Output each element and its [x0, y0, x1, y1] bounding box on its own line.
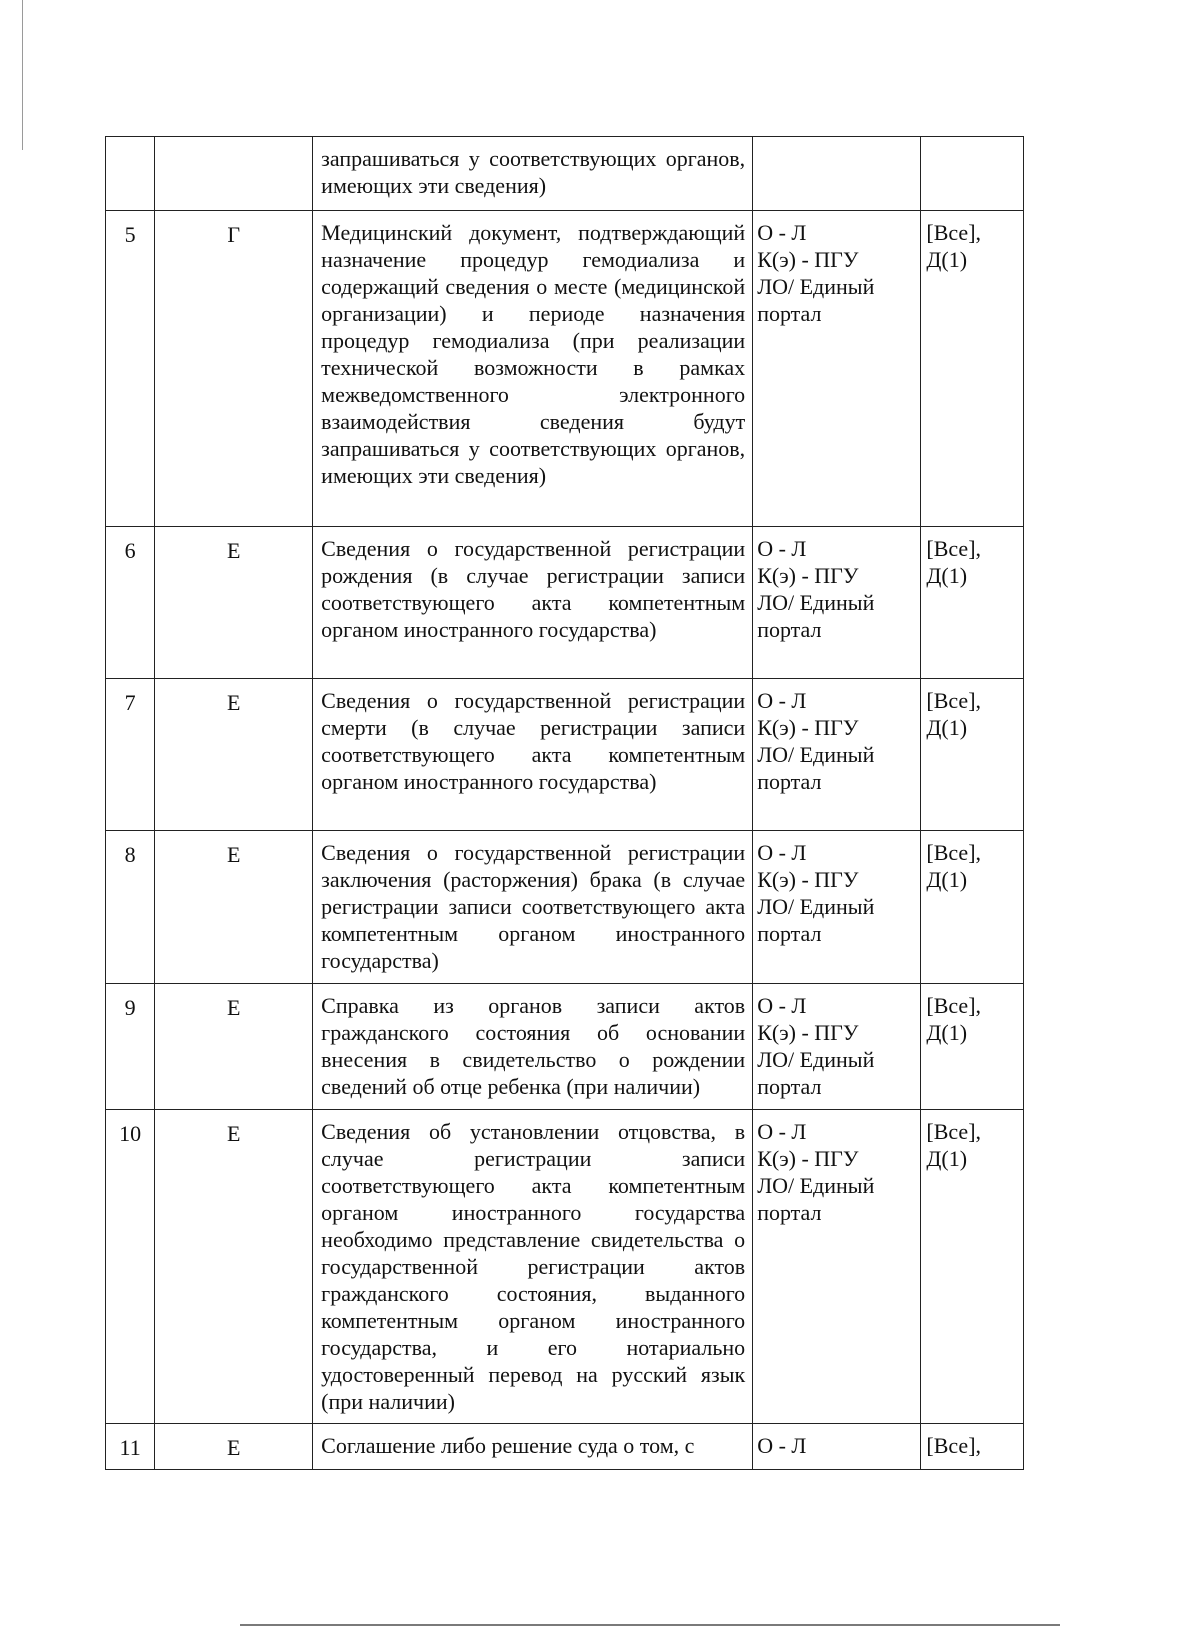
- scan-page-edge: [240, 1624, 1060, 1626]
- row-description: Справка из органов записи актов гражданского состояния об основании внесения в свидетельство о рождении сведений об отце ребенка (при наличии): [313, 984, 753, 1110]
- table-row: [106, 527, 1024, 679]
- row-number: 8: [106, 831, 155, 984]
- row-number: 6: [106, 527, 155, 679]
- row-source: О - Л К(э) - ПГУ ЛО/ Единый портал: [753, 679, 921, 831]
- row-description: Соглашение либо решение суда о том, с: [313, 1424, 753, 1470]
- row-requirement: [Все], Д(1): [921, 679, 1024, 831]
- row-description: запрашиваться у соответствующих органов, имеющих эти сведения): [313, 137, 753, 211]
- row-number: 11: [106, 1424, 155, 1470]
- row-source: О - Л К(э) - ПГУ ЛО/ Единый портал: [753, 984, 921, 1110]
- row-category: [155, 137, 313, 211]
- row-description: Медицинский документ, подтверждающий назначение процедур гемодиализа и содержащий сведения о месте (медицинской организации) и периоде назначения процедур гемодиализа (при реализации технической возможности в рамках межведомственного электронного взаимодействия сведения будут запрашиваться у соответствующих органов, имеющих эти сведения): [313, 211, 753, 527]
- table-row: [106, 1110, 1024, 1424]
- row-description: Сведения о государственной регистрации смерти (в случае регистрации записи соответствующего акта компетентным органом иностранного государства): [313, 679, 753, 831]
- table-row: [106, 679, 1024, 831]
- row-number: 7: [106, 679, 155, 831]
- documents-table: [105, 136, 1024, 1470]
- row-number: 9: [106, 984, 155, 1110]
- row-description: Сведения об установлении отцовства, в случае регистрации записи соответствующего акта компетентным органом иностранного государства необходимо представление свидетельства о государственной регистрации актов гражданского состояния, выданного компетентным органом иностранного государства, и его нотариально удостоверенный перевод на русский язык (при наличии): [313, 1110, 753, 1424]
- row-requirement: [921, 137, 1024, 211]
- row-source: О - Л К(э) - ПГУ ЛО/ Единый портал: [753, 831, 921, 984]
- row-requirement: [Все], Д(1): [921, 211, 1024, 527]
- row-description: Сведения о государственной регистрации заключения (расторжения) брака (в случае регистрации записи соответствующего акта компетентным органом иностранного государства): [313, 831, 753, 984]
- row-category: Е: [155, 527, 313, 679]
- row-number: [106, 137, 155, 211]
- row-source: О - Л К(э) - ПГУ ЛО/ Единый портал: [753, 527, 921, 679]
- row-requirement: [Все], Д(1): [921, 831, 1024, 984]
- row-source: О - Л К(э) - ПГУ ЛО/ Единый портал: [753, 1110, 921, 1424]
- row-description: Сведения о государственной регистрации рождения (в случае регистрации записи соответствующего акта компетентным органом иностранного государства): [313, 527, 753, 679]
- row-category: Е: [155, 679, 313, 831]
- row-requirement: [Все], Д(1): [921, 1110, 1024, 1424]
- row-category: Г: [155, 211, 313, 527]
- row-requirement: [Все],: [921, 1424, 1024, 1470]
- row-requirement: [Все], Д(1): [921, 527, 1024, 679]
- table-row: [106, 211, 1024, 527]
- row-category: Е: [155, 1424, 313, 1470]
- row-requirement: [Все], Д(1): [921, 984, 1024, 1110]
- table-row: [106, 831, 1024, 984]
- table-row: [106, 984, 1024, 1110]
- scan-page-edge: [22, 0, 23, 150]
- row-category: Е: [155, 984, 313, 1110]
- table-row: [106, 1424, 1024, 1470]
- row-source: О - Л: [753, 1424, 921, 1470]
- row-category: Е: [155, 1110, 313, 1424]
- row-category: Е: [155, 831, 313, 984]
- row-source: О - Л К(э) - ПГУ ЛО/ Единый портал: [753, 211, 921, 527]
- table-row: [106, 137, 1024, 211]
- row-number: 10: [106, 1110, 155, 1424]
- row-source: [753, 137, 921, 211]
- row-number: 5: [106, 211, 155, 527]
